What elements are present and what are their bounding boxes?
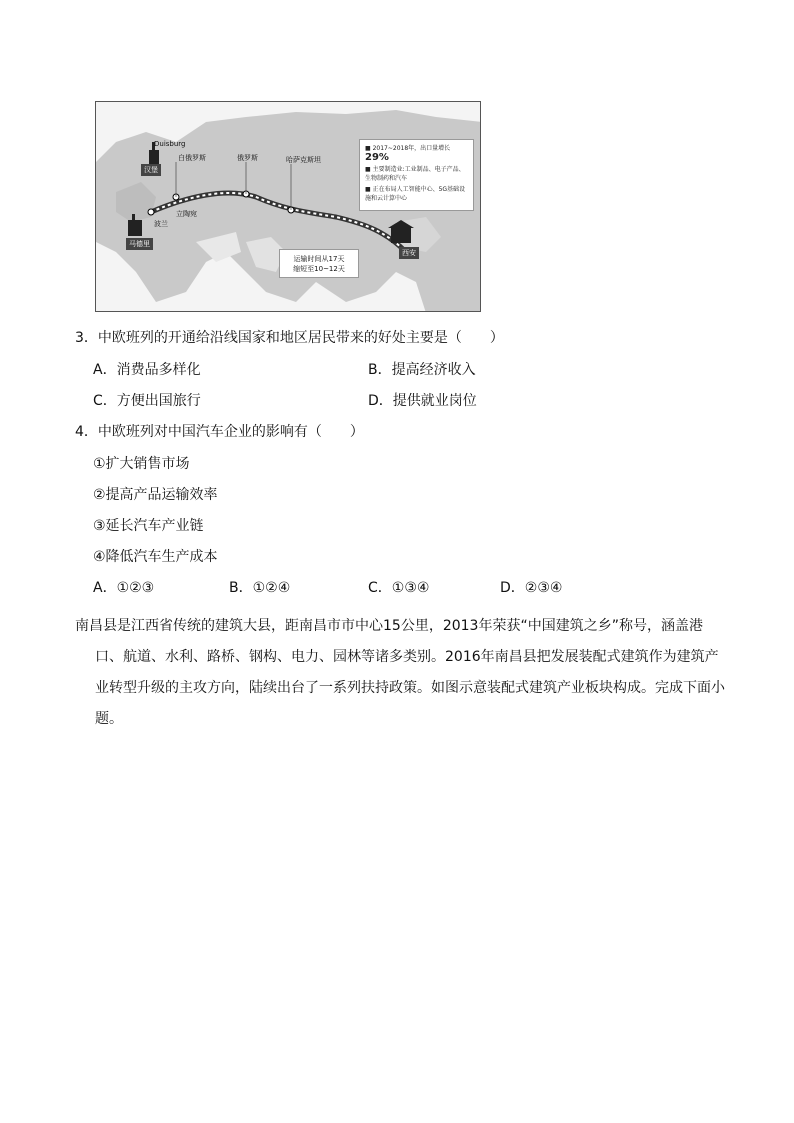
q4-statement-3: ③延长汽车产业链 — [93, 518, 204, 534]
reading-passage — [75, 611, 725, 735]
q3-option-b[interactable]: B．提高经济收入 — [368, 362, 476, 378]
map-time-box — [279, 249, 359, 278]
passage-line-2: 口、航道、水利、路桥、钢构、电力、园林等诸多类别。2016年南昌县把发展装配式建筑作为建筑产 — [95, 649, 719, 665]
passage-line-3: 业转型升级的主攻方向，陆续出台了一系列扶持政策。如图示意装配式建筑产业板块构成。完成下面小 — [95, 680, 725, 696]
q4-option-c[interactable]: C．①③④ — [368, 580, 430, 596]
time-line2: 缩短至10~12天 — [293, 265, 345, 273]
q4-statement-2: ②提高产品运输效率 — [93, 487, 218, 503]
map-label-belarus: 白俄罗斯 — [178, 154, 206, 162]
info-line3: 正在布局人工智能中心、5G基础设施和云计算中心 — [365, 186, 466, 202]
q4-option-b[interactable]: B．①②④ — [229, 580, 291, 596]
info-line1-value: 29% — [365, 152, 389, 163]
map-label-kazakhstan: 哈萨克斯坦 — [286, 156, 321, 164]
map-label-hamburg: 汉堡 — [141, 164, 161, 176]
map-label-poland: 波兰 — [154, 220, 168, 228]
question-4-stem: 4．中欧班列对中国汽车企业的影响有（ ） — [75, 424, 364, 440]
map-label-duisburg: Duisburg — [154, 140, 186, 148]
map-label-xian: 西安 — [399, 247, 419, 259]
passage-line-1: 南昌县是江西省传统的建筑大县，距南昌市市中心15公里，2013年荣获“中国建筑之乡”称号，涵盖港 — [75, 618, 703, 634]
q4-option-a[interactable]: A．①②③ — [93, 580, 155, 596]
time-line1: 运输时间从17天 — [293, 255, 345, 263]
map-info-box: ■ 2017~2018年，出口量增长29% ■ 主要制造业:工业制品、电子产品、生物制药和汽车 ■ 正在布局人工智能中心、5G基础设施和云计算中心 — [359, 139, 474, 211]
map-label-russia: 俄罗斯 — [237, 154, 258, 162]
map-label-madrid: 马德里 — [126, 238, 153, 250]
rail-route-map — [95, 101, 481, 312]
passage-line-4: 题。 — [95, 711, 123, 727]
map-label-lithuania: 立陶宛 — [176, 210, 197, 218]
info-line1: 2017~2018年，出口量增长 — [372, 145, 451, 152]
q4-statement-1: ①扩大销售市场 — [93, 456, 190, 472]
question-3-stem: 3．中欧班列的开通给沿线国家和地区居民带来的好处主要是（ ） — [75, 330, 504, 346]
q3-option-d[interactable]: D．提供就业岗位 — [368, 393, 477, 409]
q3-option-a[interactable]: A．消费品多样化 — [93, 362, 201, 378]
info-line2: 主要制造业:工业制品、电子产品、生物制药和汽车 — [365, 166, 465, 182]
q4-statement-4: ④降低汽车生产成本 — [93, 549, 218, 565]
q3-option-c[interactable]: C．方便出国旅行 — [93, 393, 201, 409]
q4-option-d[interactable]: D．②③④ — [500, 580, 563, 596]
